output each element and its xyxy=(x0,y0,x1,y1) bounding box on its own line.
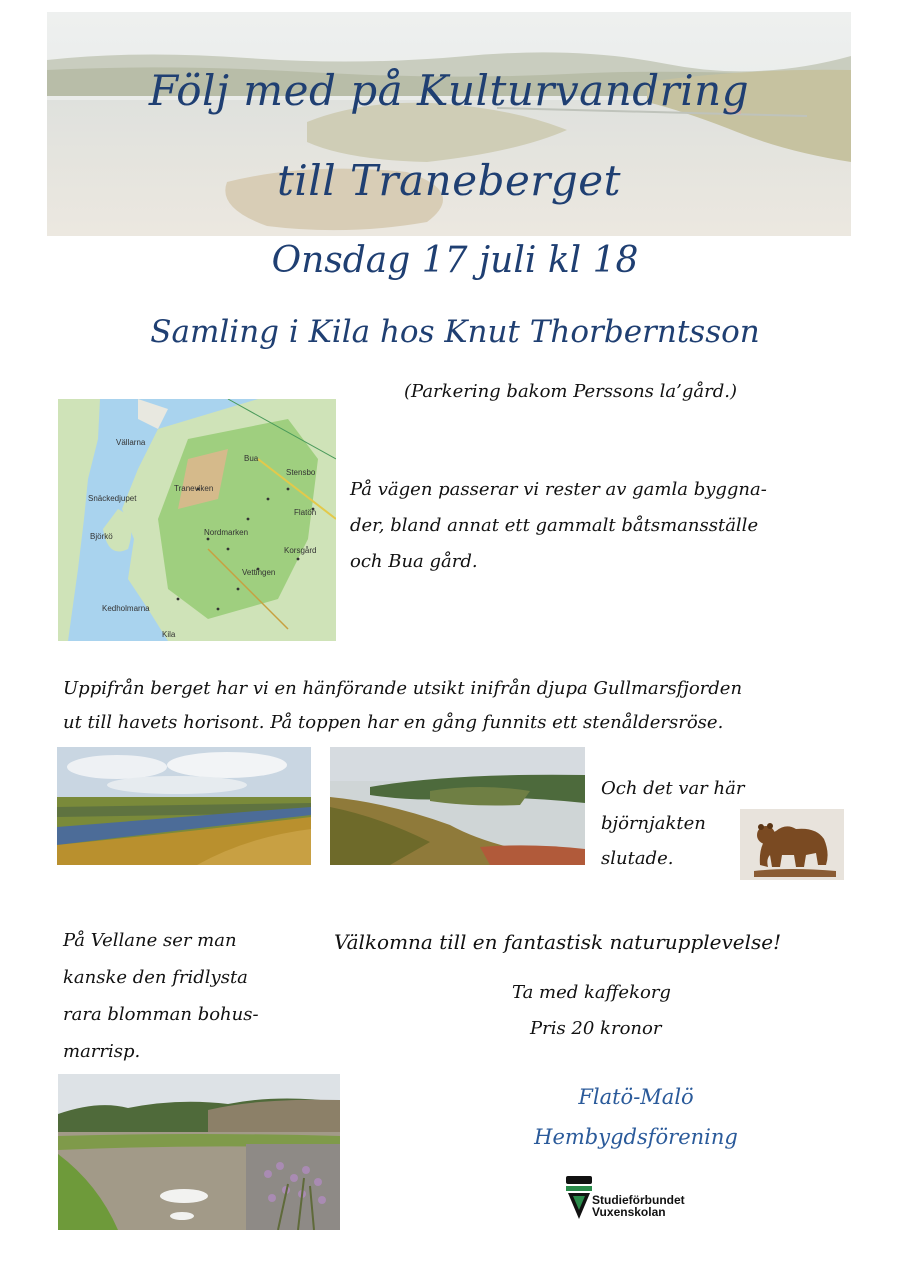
bring-coffee-note: Ta med kaffekorg xyxy=(512,982,671,1003)
map-label-flaton: Flatön xyxy=(294,508,317,517)
area-map xyxy=(58,399,336,641)
map-label-vettingen: Vettingen xyxy=(242,568,276,577)
flower-description xyxy=(63,922,259,1070)
sponsor-logo xyxy=(566,1176,716,1222)
parking-note: (Parkering bakom Perssons la’gård.) xyxy=(404,381,737,402)
flower-line-2: kanske den fridlysta xyxy=(63,967,248,988)
meadow-photo xyxy=(58,1074,340,1230)
map-label-traneviken: Traneviken xyxy=(174,484,214,493)
map-label-snackedjupet: Snäckedjupet xyxy=(88,494,137,503)
bear-photo xyxy=(740,809,844,880)
sponsor-name-line-2: Vuxenskolan xyxy=(592,1205,666,1219)
title-line-1: Följ med på Kulturvandring xyxy=(148,66,750,115)
fjord-photo-1 xyxy=(57,747,311,865)
header-banner xyxy=(47,12,851,236)
map-label-kila: Kila xyxy=(162,630,176,639)
map-label-stensbo: Stensbo xyxy=(286,468,316,477)
title-line-2: till Traneberget xyxy=(277,156,621,205)
view-line-2: ut till havets horisont. På toppen har en gång funnits ett stenåldersröse. xyxy=(63,712,724,733)
organizer-line-1: Flatö-Malö xyxy=(578,1085,694,1109)
bear-line-1: Och det var här xyxy=(601,778,745,799)
route-line-2: der, bland annat ett gammalt båtsmansställe xyxy=(350,515,759,536)
fjord-photo-2 xyxy=(330,747,585,865)
route-line-1: På vägen passerar vi rester av gamla byggna- xyxy=(350,479,767,500)
map-label-kedholmarna: Kedholmarna xyxy=(102,604,150,613)
sponsor-name-line-1: Studieförbundet xyxy=(592,1193,685,1207)
route-description xyxy=(350,472,767,580)
price-note: Pris 20 kronor xyxy=(530,1018,662,1039)
flower-line-3: rara blomman bohus- xyxy=(63,1004,259,1025)
route-line-3: och Bua gård. xyxy=(350,551,478,572)
map-label-nordmarken: Nordmarken xyxy=(204,528,249,537)
map-label-bjorko: Björkö xyxy=(90,532,113,541)
view-description xyxy=(63,672,742,740)
meeting-place: Samling i Kila hos Knut Thorberntsson xyxy=(150,314,760,350)
sv-logo-icon xyxy=(566,1176,592,1220)
bear-line-3: slutade. xyxy=(601,848,674,869)
view-line-1: Uppifrån berget har vi en hänförande utsikt inifrån djupa Gullmarsfjorden xyxy=(63,678,743,699)
welcome-message: Välkomna till en fantastisk naturupplevelse! xyxy=(334,930,782,954)
bear-line-2: björnjakten xyxy=(601,813,706,834)
map-label-bua: Bua xyxy=(244,454,259,463)
map-label-vallarna: Vällarna xyxy=(116,438,146,447)
organizer-line-2: Hembygdsförening xyxy=(534,1125,738,1149)
map-label-korsgard: Korsgård xyxy=(284,546,317,555)
event-date: Onsdag 17 juli kl 18 xyxy=(271,240,639,281)
flower-line-1: På Vellane ser man xyxy=(63,930,237,951)
flower-line-4: marrisp. xyxy=(63,1041,141,1062)
bear-description xyxy=(601,771,744,876)
